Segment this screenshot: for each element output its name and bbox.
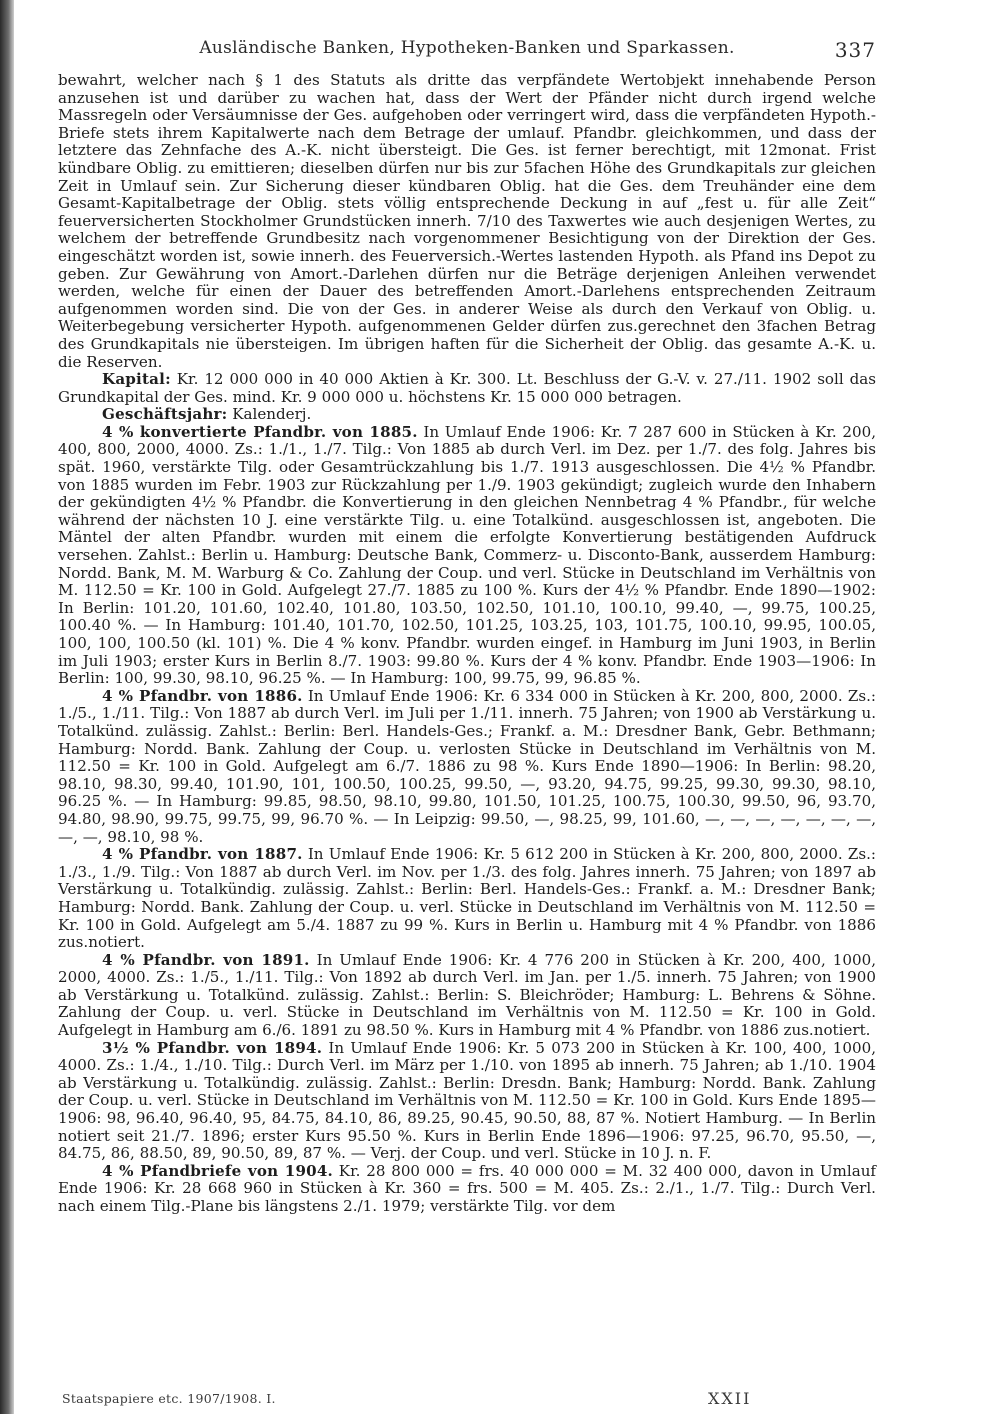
page-number: 337 — [834, 38, 876, 62]
section-pfandbr-1891 — [58, 952, 876, 1040]
section-heading: 4 % konvertierte Pfandbr. von 1885. — [102, 422, 418, 441]
section-kapital — [58, 371, 876, 406]
section-pfandbr-1894 — [58, 1040, 876, 1163]
page-footer — [58, 1388, 876, 1408]
document-page — [58, 38, 876, 1408]
section-text: In Umlauf Ende 1906: Kr. 4 776 200 in Stücken à Kr. 200, 400, 1000, 2000, 4000. Zs.: 1./5., 1./11. Tilg.: Von 1892 ab durch Verl. im Jan. per 1./5. innerh. 75 Jahren; von 1900 ab Verstärkung u. Totalkünd. zulässig. Zahlst.: Berlin: S. Bleichröder; Hamburg: L. Behrens & Söhne. Zahlung der Coup. u. verl. Stücke in Deutschland im Verhältnis von M. 112.50 = Kr. 100 in Gold. Aufgelegt in Hamburg am 6./6. 1891 zu 98.50 %. Kurs in Hamburg mit 4 % Pfandbr. von 1886 zus.notiert. — [58, 950, 876, 1040]
body-text — [58, 72, 876, 1216]
section-heading: 4 % Pfandbriefe von 1904. — [102, 1161, 334, 1180]
header-title: Ausländische Banken, Hypotheken-Banken und Sparkassen. — [199, 38, 735, 58]
section-text: In Umlauf Ende 1906: Kr. 5 073 200 in Stücken à Kr. 100, 400, 1000, 4000. Zs.: 1./4., 1./10. Tilg.: Durch Verl. im März per 1./10. von 1895 ab innerh. 75 Jahren; ab 1./10. 1904 ab Verstärkung u. Totalkündig. zulässig. Zahlst.: Berlin: Dresdn. Bank; Hamburg: Nordd. Bank. Zahlung der Coup. u. verl. Stücke in Deutschland im Verhältnis von M. 112.50 = Kr. 100 in Gold. Kurs Ende 1895—1906: 98, 96.40, 96.40, 95, 84.75, 84.10, 86, 89.25, 90.45, 90.50, 88, 87 %. Notiert Hamburg. — In Berlin notiert seit 21./7. 1896; erster Kurs 95.50 %. Kurs in Berlin Ende 1896—1906: 97.25, 96.70, 95.50, —, 84.75, 86, 88.50, 89, 90.50, 89, 87 %. — Verj. der Coup. und verl. Stücke in 10 J. n. F. — [58, 1038, 876, 1163]
section-text: Kr. 12 000 000 in 40 000 Aktien à Kr. 300. Lt. Beschluss der G.-V. v. 27./11. 1902 soll das Grundkapital der Ges. mind. Kr. 9 000 000 u. höchstens Kr. 15 000 000 betragen. — [58, 370, 876, 406]
section-pfandbr-1887 — [58, 846, 876, 952]
intro-paragraph: bewahrt, welcher nach § 1 des Statuts als dritte das verpfändete Wertobjekt innehabende Person anzusehen ist und darüber zu wachen hat, dass der Wert der Pfänder nicht durch irgend welche Massregeln oder Versäumnisse der Ges. aufgehoben oder verringert wird, dass die verpfändeten Hypoth.-Briefe stets ihrem Kapitalwerte nach dem Betrage der umlauf. Pfandbr. gleichkommen, und dass der letztere das Zehnfache des A.-K. nicht übersteigt. Die Ges. ist ferner berechtigt, mit 12monat. Frist kündbare Oblig. zu emittieren; dieselben dürfen nur bis zur 5fachen Höhe des Grundkapitals zur gleichen Zeit in Umlauf sein. Zur Sicherung dieser kündbaren Oblig. hat die Ges. dem Treuhänder eine dem Gesamt-Kapitalbetrage der Oblig. stets völlig entsprechende Deckung in auf „fest u. für alle Zeit“ feuerversicherten Stockholmer Grundstücken innerh. 7/10 des Taxwertes wie auch desjenigen Wertes, zu welchem der betreffende Grundbesitz nach vorgenommener Besichtigung von der Direktion der Ges. eingeschätzt worden ist, sowie innerh. des Feuerversich.-Wertes lastenden Hypoth. als Pfand ins Depot zu geben. Zur Gewährung von Amort.-Darlehen dürfen nur die Beträge derjenigen Anleihen verwendet werden, welche für einen der Dauer des betreffenden Amort.-Darlehens entsprechenden Zeitraum aufgenommen worden sind. Die von der Ges. in anderer Weise als durch den Verkauf von Oblig. u. Weiterbegebung versicherter Hypoth. aufgenommenen Gelder dürfen zus.gerechnet den 3fachen Betrag des Grundkapitals nie übersteigen. Im übrigen haften für die Sicherheit der Oblig. das gesamte A.-K. u. die Reserven. — [58, 71, 876, 371]
section-text: In Umlauf Ende 1906: Kr. 5 612 200 in Stücken à Kr. 200, 800, 2000. Zs.: 1./3., 1./9. Tilg.: Von 1887 ab durch Verl. im Nov. per 1./3. des folg. Jahres innerh. 75 Jahren; von 1897 ab Verstärkung u. Totalkündig. zulässig. Zahlst.: Berlin: Berl. Handels-Ges.: Frankf. a. M.: Dresdner Bank; Hamburg: Nordd. Bank. Zahlung der Coup. u. verl. Stücke in Deutschland im Verhältnis von M. 112.50 = Kr. 100 in Gold. Aufgelegt am 5./4. 1887 zu 99 %. Kurs in Berlin u. Hamburg mit 4 % Pfandbr. von 1886 zus.notiert. — [58, 845, 876, 952]
section-pfandbr-1886 — [58, 688, 876, 846]
running-header — [58, 38, 876, 72]
section-pfandbriefe-1904 — [58, 1163, 876, 1216]
section-heading: Geschäftsjahr: — [102, 405, 228, 424]
section-geschaeftsjahr — [58, 406, 876, 424]
footer-signature: XXII — [708, 1389, 752, 1408]
section-text: Kr. 28 800 000 = frs. 40 000 000 = M. 32 400 000, davon in Umlauf Ende 1906: Kr. 28 668 960 in Stücken à Kr. 360 = frs. 500 = M. 405. Zs.: 2./1., 1./7. Tilg.: Durch Verl. nach einem Tilg.-Plane bis längstens 2./1. 1979; verstärkte Tilg. vor dem — [58, 1161, 876, 1215]
section-pfandbr-1885 — [58, 424, 876, 688]
section-heading: 4 % Pfandbr. von 1887. — [102, 845, 303, 864]
section-heading: Kapital: — [102, 370, 171, 389]
section-text: In Umlauf Ende 1906: Kr. 7 287 600 in Stücken à Kr. 200, 400, 800, 2000, 4000. Zs.: 1./1., 1./7. Tilg.: Von 1885 ab durch Verl. im Dez. per 1./7. des folg. Jahres bis spät. 1960, verstärkte Tilg. oder Gesamtrückzahlung bis 1./7. 1913 ausgeschlossen. Die 4½ % Pfandbr. von 1885 wurden im Febr. 1903 zur Rückzahlung per 1./9. 1903 gekündigt; zugleich wurde den Inhabern der gekündigten 4½ % Pfandbr. die Konvertierung in den gleichen Nennbetrag 4 % Pfandbr., für welche während der nächsten 10 J. eine verstärkte Tilg. u. eine Totalkünd. ausgeschlossen ist, angeboten. Die Mäntel der alten Pfandbr. wurden mit einem die erfolgte Konvertierung bestätigenden Aufdruck versehen. Zahlst.: Berlin u. Hamburg: Deutsche Bank, Commerz- u. Disconto-Bank, ausserdem Hamburg: Nordd. Bank, M. M. Warburg & Co. Zahlung der Coup. und verl. Stücke in Deutschland im Verhältnis von M. 112.50 = Kr. 100 in Gold. Aufgelegt 27./7. 1885 zu 100 %. Kurs der 4½ % Pfandbr. Ende 1890—1902: In Berlin: 101.20, 101.60, 102.40, 101.80, 103.50, 102.50, 101.10, 100.10, 99.40, —, 99.75, 100.25, 100.40 %. — In Hamburg: 101.40, 101.70, 102.50, 101.25, 103.25, 103, 101.75, 100.10, 99.95, 100.05, 100, 100, 100.50 (kl. 101) %. Die 4 % konv. Pfandbr. wurden eingef. in Hamburg im Juni 1903, in Berlin im Juli 1903; erster Kurs in Berlin 8./7. 1903: 99.80 %. Kurs der 4 % konv. Pfandbr. Ende 1903—1906: In Berlin: 100, 99.30, 98.10, 96.25 %. — In Hamburg: 100, 99.75, 99, 96.85 %. — [58, 422, 876, 688]
section-heading: 4 % Pfandbr. von 1891. — [102, 950, 310, 969]
section-text: Kalenderj. — [227, 405, 312, 424]
section-heading: 3½ % Pfandbr. von 1894. — [102, 1038, 323, 1057]
section-heading: 4 % Pfandbr. von 1886. — [102, 686, 303, 705]
book-spine-shadow — [0, 0, 14, 1414]
section-text: In Umlauf Ende 1906: Kr. 6 334 000 in Stücken à Kr. 200, 800, 2000. Zs.: 1./5., 1./11. Tilg.: Von 1887 ab durch Verl. im Juli per 1./11. innerh. 75 Jahren; von 1900 ab Verstärkung u. Totalkünd. zulässig. Zahlst.: Berlin: Berl. Handels-Ges.; Frankf. a. M.: Dresdner Bank, Gebr. Bethmann; Hamburg: Nordd. Bank. Zahlung der Coup. u. verlosten Stücke in Deutschland im Verhältnis von M. 112.50 = Kr. 100 in Gold. Aufgelegt am 6./7. 1886 zu 98 %. Kurs Ende 1890—1906: In Berlin: 98.20, 98.10, 98.30, 99.40, 101.90, 101, 100.50, 100.25, 99.50, —, 93.20, 94.75, 99.25, 99.30, 99.30, 98.10, 96.25 %. — In Hamburg: 99.85, 98.50, 98.10, 99.80, 101.50, 101.25, 100.75, 100.30, 99.50, 96, 93.70, 94.80, 98.90, 99.75, 99.75, 99, 96.70 %. — In Leipzig: 99.50, —, 98.25, 99, 101.60, —, —, —, —, —, —, —, —, —, 98.10, 98 %. — [58, 686, 876, 846]
footer-source: Staatspapiere etc. 1907/1908. I. — [62, 1391, 276, 1406]
